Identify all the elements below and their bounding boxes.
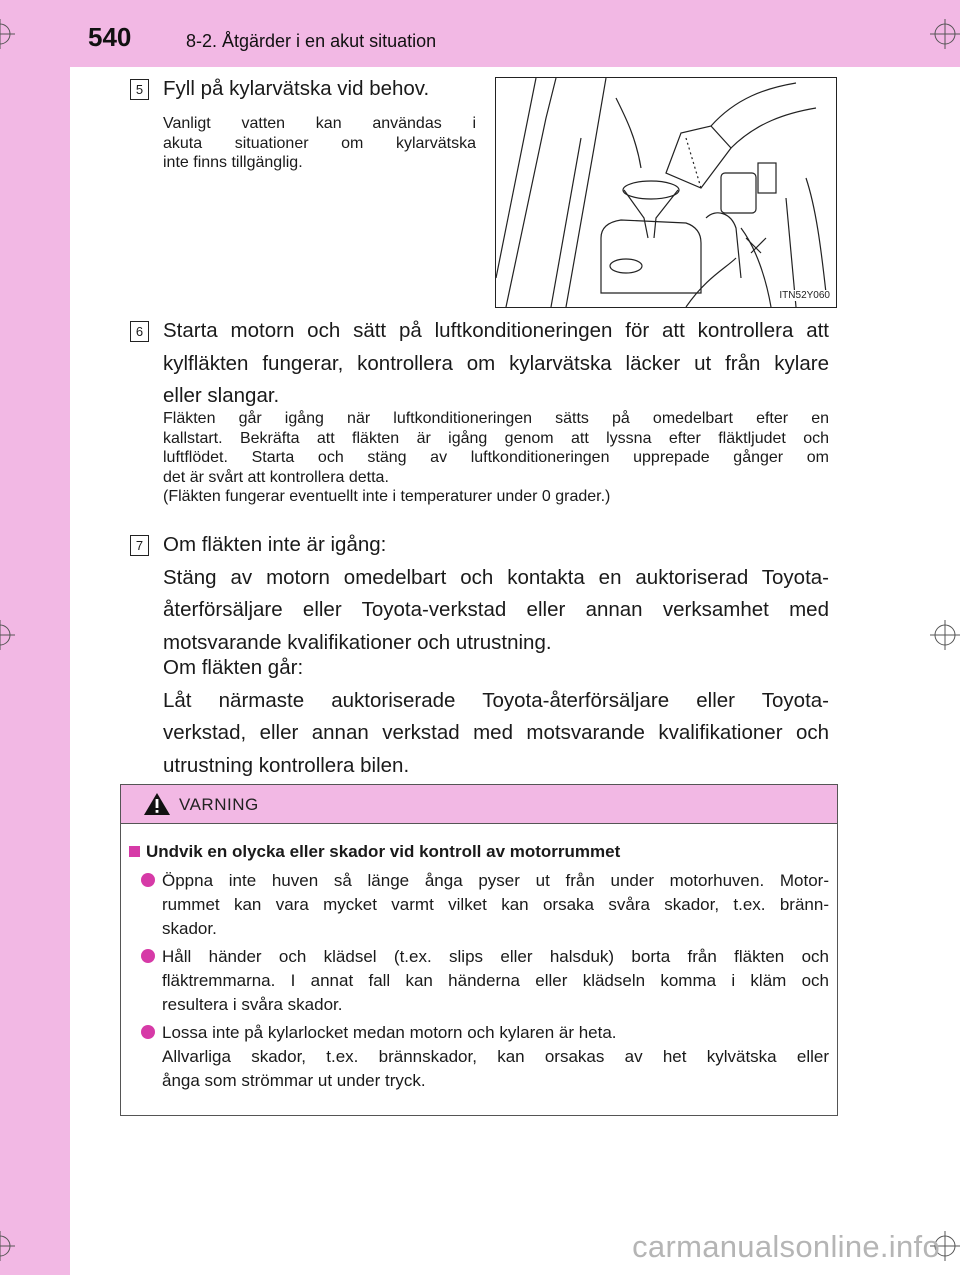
note-line: Vanligt vatten kan användas i [163, 115, 476, 132]
step-number: 7 [130, 535, 149, 556]
step-note [163, 114, 476, 173]
note-line: Fläkten går igång när luftkonditioneringen sätts på omedelbart efter en [163, 410, 829, 427]
text-line: Låt närmaste auktoriserade Toyota-återförsäljare eller Toyota- [163, 688, 829, 712]
warning-heading [129, 842, 829, 862]
text-line: motsvarande kvalifikationer och utrustning. [163, 630, 552, 654]
step-heading [163, 315, 829, 413]
bullet-line: fläktremmarna. I annat fall kan händerna eller klädseln komma i kläm och [162, 971, 829, 990]
registration-mark-icon [0, 1231, 15, 1261]
bullet-line: skador. [162, 919, 217, 938]
bullet-line: Allvarliga skador, t.ex. brännskador, kan orsakas av het kylvätska eller [162, 1047, 829, 1066]
illustration-code: ITN52Y060 [779, 290, 830, 301]
heading-line: kylfläkten fungerar, kontrollera om kylarvätska läcker ut från kylare [163, 351, 829, 375]
bullet-text [162, 869, 829, 941]
bullet-line: resultera i svåra skador. [162, 995, 343, 1014]
text-line: verkstad, eller annan verkstad med motsvarande kvalifikationer och [163, 721, 829, 744]
bullet-text [162, 945, 829, 1017]
note-line: det är svårt att kontrollera detta. [163, 468, 389, 486]
note-line: inte finns tillgänglig. [163, 154, 303, 171]
text-line: Stäng av motorn omedelbart och kontakta en auktoriserad Toyota- [163, 565, 829, 589]
bullet-line: Håll händer och klädsel (t.ex. slips eller halsduk) borta från fläkten och [162, 947, 829, 966]
step-number: 6 [130, 321, 149, 342]
warning-header [121, 785, 837, 824]
text-line: Om fläkten går: [163, 656, 304, 679]
bullet-dot-icon [141, 1025, 155, 1039]
step-text-not-running [163, 529, 829, 659]
note-line: kallstart. Bekräfta att fläkten är igång genom att lyssna efter fläktljudet och [163, 429, 829, 447]
bullet-line: Lossa inte på kylarlocket medan motorn och kylaren är heta. [162, 1023, 617, 1042]
note-line: luftflödet. Starta och stäng av luftkonditioneringen upprepade gånger om [163, 449, 829, 466]
page-number: 540 [88, 22, 132, 52]
registration-mark-icon [0, 620, 15, 650]
step-text-running [163, 652, 829, 782]
registration-mark-icon [930, 19, 960, 49]
warning-label: VARNING [179, 795, 259, 814]
warning-box [120, 784, 838, 1116]
step-number: 5 [130, 79, 149, 100]
heading-line: eller slangar. [163, 384, 280, 407]
bullet-dot-icon [141, 949, 155, 963]
bullet-text [162, 1021, 829, 1093]
warning-heading-text: Undvik en olycka eller skador vid kontroll av motorrummet [146, 842, 621, 861]
step-heading: Fyll på kylarvätska vid behov. [163, 77, 430, 100]
bullet-line: ånga som strömmar ut under tryck. [162, 1071, 426, 1090]
bullet-line: rummet kan vara mycket varmt vilket kan orsaka svåra skador, t.ex. bränn- [162, 895, 829, 914]
text-line: återförsäljare eller Toyota-verkstad eller annan verksamhet med [163, 598, 829, 621]
text-line: utrustning kontrollera bilen. [163, 753, 410, 777]
section-title: 8-2. Åtgärder i en akut situation [186, 31, 437, 51]
warning-bullet [129, 945, 829, 1017]
heading-line: Starta motorn och sätt på luftkonditioneringen för att kontrollera att [163, 319, 829, 342]
step-note [163, 409, 829, 507]
text-line: Om fläkten inte är igång: [163, 533, 387, 556]
watermark: carmanualsonline.info [632, 1229, 940, 1264]
note-line: akuta situationer om kylarvätska [163, 134, 476, 152]
note-line: (Fläkten fungerar eventuellt inte i temperaturer under 0 grader.) [163, 488, 611, 505]
bullet-dot-icon [141, 873, 155, 887]
registration-mark-icon [0, 19, 15, 49]
coolant-refill-illustration [495, 77, 837, 308]
warning-bullet [129, 1021, 829, 1093]
warning-triangle-icon [143, 792, 171, 816]
registration-mark-icon [930, 620, 960, 650]
square-bullet-icon [129, 846, 140, 857]
warning-bullet [129, 869, 829, 941]
bullet-line: Öppna inte huven så länge ånga pyser ut från under motorhuven. Motor- [162, 871, 829, 890]
